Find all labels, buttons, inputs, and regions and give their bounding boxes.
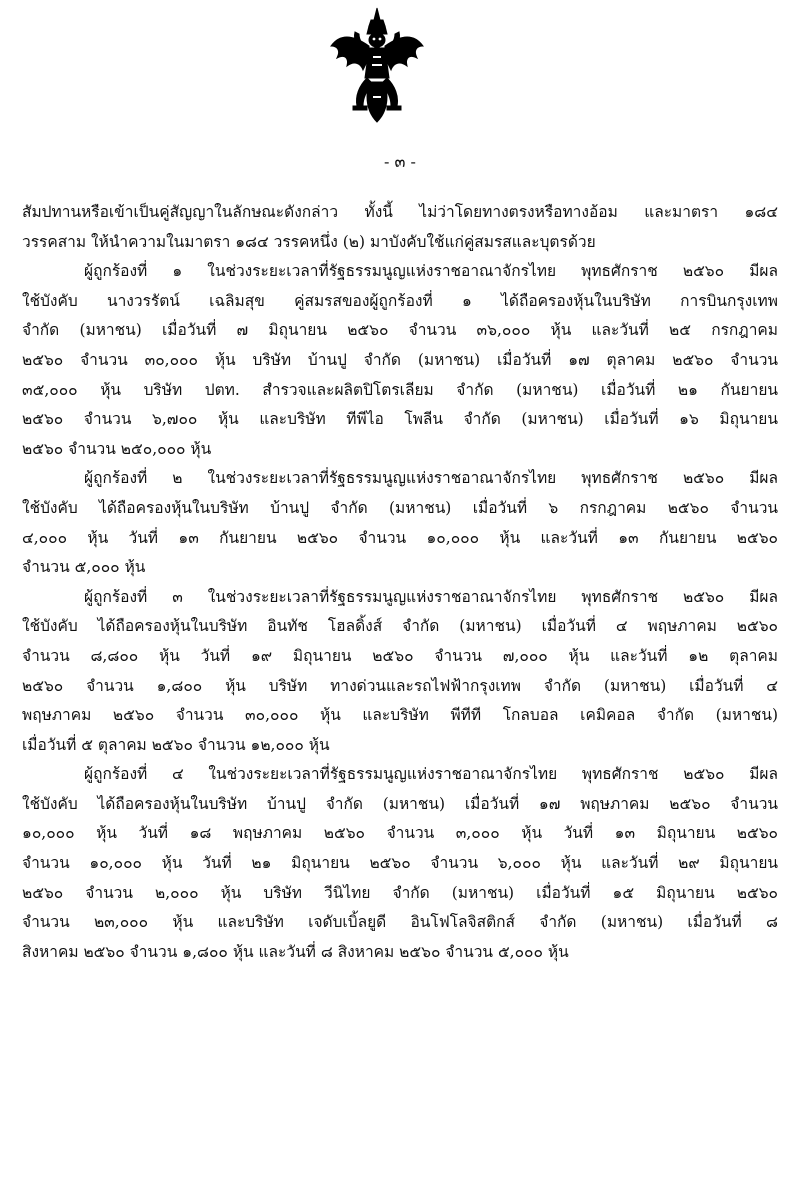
text-line: จำนวน ๑๐,๐๐๐ หุ้น วันที่ ๒๑ มิถุนายน ๒๕๖๐ จำนวน ๖,๐๐๐ หุ้น และวันที่ ๒๙ มิถุนายน <box>22 854 778 873</box>
text-line: ๒๕๖๐ จำนวน ๒๕๐,๐๐๐ หุ้น <box>22 439 212 458</box>
text-line: สัมปทานหรือเข้าเป็นคู่สัญญาในลักษณะดังกล่าว ทั้งนี้ ไม่ว่าโดยทางตรงหรือทางอ้อม และมาตรา ๑๘๔ <box>22 203 778 221</box>
text-line: จำกัด (มหาชน) เมื่อวันที่ ๗ มิถุนายน ๒๕๖๐ จำนวน ๓๖,๐๐๐ หุ้น และวันที่ ๒๕ กรกฎาคม <box>22 321 778 340</box>
text-line: ๒๕๖๐ จำนวน ๓๐,๐๐๐ หุ้น บริษัท บ้านปู จำกัด (มหาชน) เมื่อวันที่ ๑๗ ตุลาคม ๒๕๖๐ จำนวน <box>22 350 778 369</box>
text-line: ผู้ถูกร้องที่ ๒ ในช่วงระยะเวลาที่รัฐธรรมนูญแห่งราชอาณาจักรไทย พุทธศักราช ๒๕๖๐ มีผล <box>84 469 778 488</box>
text-line: วรรคสาม ให้นำความในมาตรา ๑๘๔ วรรคหนึ่ง (๒) มาบังคับใช้แก่คู่สมรสและบุตรด้วย <box>22 232 596 251</box>
text-line: ใช้บังคับ ได้ถือครองหุ้นในบริษัท บ้านปู จำกัด (มหาชน) เมื่อวันที่ ๖ กรกฎาคม ๒๕๖๐ จำนวน <box>22 498 778 517</box>
text-line: ๒๕๖๐ จำนวน ๖,๗๐๐ หุ้น และบริษัท ทีพีไอ โพลีน จำกัด (มหาชน) เมื่อวันที่ ๑๖ มิถุนายน <box>22 410 778 429</box>
text-line: ใช้บังคับ ได้ถือครองหุ้นในบริษัท อินทัช โฮลดิ้งส์ จำกัด (มหาชน) เมื่อวันที่ ๔ พฤษภาคม ๒๕๖๐ <box>22 617 778 636</box>
document-body <box>22 198 778 967</box>
text-line: ๓๕,๐๐๐ หุ้น บริษัท ปตท. สำรวจและผลิตปิโตรเลียม จำกัด (มหาชน) เมื่อวันที่ ๒๑ กันยายน <box>22 380 778 399</box>
text-line: ผู้ถูกร้องที่ ๔ ในช่วงระยะเวลาที่รัฐธรรมนูญแห่งราชอาณาจักรไทย พุทธศักราช ๒๕๖๐ มีผล <box>84 765 778 784</box>
text-line: ๒๕๖๐ จำนวน ๑,๘๐๐ หุ้น บริษัท ทางด่วนและรถไฟฟ้ากรุงเทพ จำกัด (มหาชน) เมื่อวันที่ ๔ <box>22 676 778 695</box>
text-line: เมื่อวันที่ ๕ ตุลาคม ๒๕๖๐ จำนวน ๑๒,๐๐๐ หุ้น <box>22 735 330 754</box>
text-line: จำนวน ๒๓,๐๐๐ หุ้น และบริษัท เจดับเบิ้ลยูดี อินโฟโลจิสติกส์ จำกัด (มหาชน) เมื่อวันที่ ๘ <box>22 913 778 932</box>
text-line: ผู้ถูกร้องที่ ๑ ในช่วงระยะเวลาที่รัฐธรรมนูญแห่งราชอาณาจักรไทย พุทธศักราช ๒๕๖๐ มีผล <box>84 262 778 281</box>
text-line: จำนวน ๘,๘๐๐ หุ้น วันที่ ๑๙ มิถุนายน ๒๕๖๐ จำนวน ๗,๐๐๐ หุ้น และวันที่ ๑๒ ตุลาคม <box>22 646 778 665</box>
text-line: พฤษภาคม ๒๕๖๐ จำนวน ๓๐,๐๐๐ หุ้น และบริษัท พีทีที โกลบอล เคมิคอล จำกัด (มหาชน) <box>22 706 778 725</box>
text-line: ผู้ถูกร้องที่ ๓ ในช่วงระยะเวลาที่รัฐธรรมนูญแห่งราชอาณาจักรไทย พุทธศักราช ๒๕๖๐ มีผล <box>84 587 778 606</box>
text-line: ๒๕๖๐ จำนวน ๒,๐๐๐ หุ้น บริษัท วีนิไทย จำกัด (มหาชน) เมื่อวันที่ ๑๕ มิถุนายน ๒๕๖๐ <box>22 883 778 902</box>
page-number: - ๓ - <box>384 152 416 171</box>
text-line: ๑๐,๐๐๐ หุ้น วันที่ ๑๘ พฤษภาคม ๒๕๖๐ จำนวน ๓,๐๐๐ หุ้น วันที่ ๑๓ มิถุนายน ๒๕๖๐ <box>22 824 778 843</box>
text-line: ใช้บังคับ นางวรรัตน์ เฉลิมสุข คู่สมรสของผู้ถูกร้องที่ ๑ ได้ถือครองหุ้นในบริษัท การบินกรุงเทพ <box>22 291 778 310</box>
text-line: ๔,๐๐๐ หุ้น วันที่ ๑๓ กันยายน ๒๕๖๐ จำนวน ๑๐,๐๐๐ หุ้น และวันที่ ๑๓ กันยายน ๒๕๖๐ <box>22 528 778 547</box>
garuda-emblem-icon <box>327 6 427 126</box>
text-line: สิงหาคม ๒๕๖๐ จำนวน ๑,๘๐๐ หุ้น และวันที่ ๘ สิงหาคม ๒๕๖๐ จำนวน ๕,๐๐๐ หุ้น <box>22 942 569 961</box>
text-line: จำนวน ๕,๐๐๐ หุ้น <box>22 558 146 577</box>
text-line: ใช้บังคับ ได้ถือครองหุ้นในบริษัท บ้านปู จำกัด (มหาชน) เมื่อวันที่ ๑๗ พฤษภาคม ๒๕๖๐ จำนวน <box>22 794 778 813</box>
